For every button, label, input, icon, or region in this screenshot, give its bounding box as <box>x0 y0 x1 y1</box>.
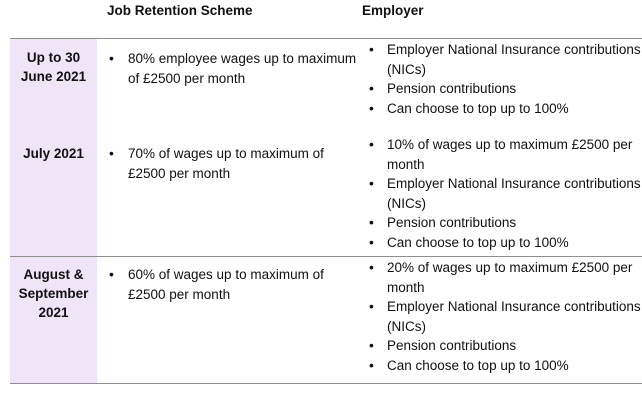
list-item: • Pension contributions <box>362 213 642 233</box>
row-label-july <box>10 134 97 256</box>
row-label-line: June 2021 <box>20 69 87 84</box>
employer-cell-july <box>357 134 642 256</box>
list-item: • 70% of wages up to maximum of £2500 per month <box>107 144 357 183</box>
row-label-line: Up to 30 <box>26 50 81 65</box>
list-item: • Can choose to top up to 100% <box>362 356 642 376</box>
row-label-line: September <box>18 286 89 301</box>
list-item: • Employer National Insurance contributions (NICs) <box>362 40 642 79</box>
row-label-line: July 2021 <box>23 146 84 161</box>
list-item: • Pension contributions <box>362 336 642 356</box>
furlough-table <box>10 0 642 384</box>
header-employer: Employer <box>362 3 424 18</box>
header-label-cell <box>10 0 97 38</box>
employer-cell-aug-sep <box>357 257 642 383</box>
row-label-line: 2021 <box>38 305 69 320</box>
list-item: • Pension contributions <box>362 79 642 99</box>
list-item: • 10% of wages up to maximum £2500 per month <box>362 135 642 174</box>
list-item: • Employer National Insurance contributions (NICs) <box>362 174 642 213</box>
list-item: • Can choose to top up to 100% <box>362 99 642 119</box>
table-row-aug-sep <box>10 257 642 384</box>
scheme-cell-july <box>97 134 357 256</box>
table-header-row <box>10 0 642 39</box>
row-label-up-to-june <box>10 39 97 134</box>
list-item: • Employer National Insurance contributions (NICs) <box>362 297 642 336</box>
table-row-period-1-2 <box>10 39 642 257</box>
scheme-cell-june <box>97 39 357 134</box>
header-scheme: Job Retention Scheme <box>107 3 253 18</box>
scheme-cell-aug-sep <box>97 257 357 383</box>
row-label-aug-sep <box>10 257 97 383</box>
list-item: • 80% employee wages up to maximum of £2500 per month <box>107 49 357 88</box>
row-label-line: August & <box>23 267 84 282</box>
employer-cell-june <box>357 39 642 134</box>
list-item: • Can choose to top up to 100% <box>362 233 642 253</box>
list-item: • 60% of wages up to maximum of £2500 per month <box>107 265 357 304</box>
list-item: • 20% of wages up to maximum £2500 per month <box>362 258 642 297</box>
